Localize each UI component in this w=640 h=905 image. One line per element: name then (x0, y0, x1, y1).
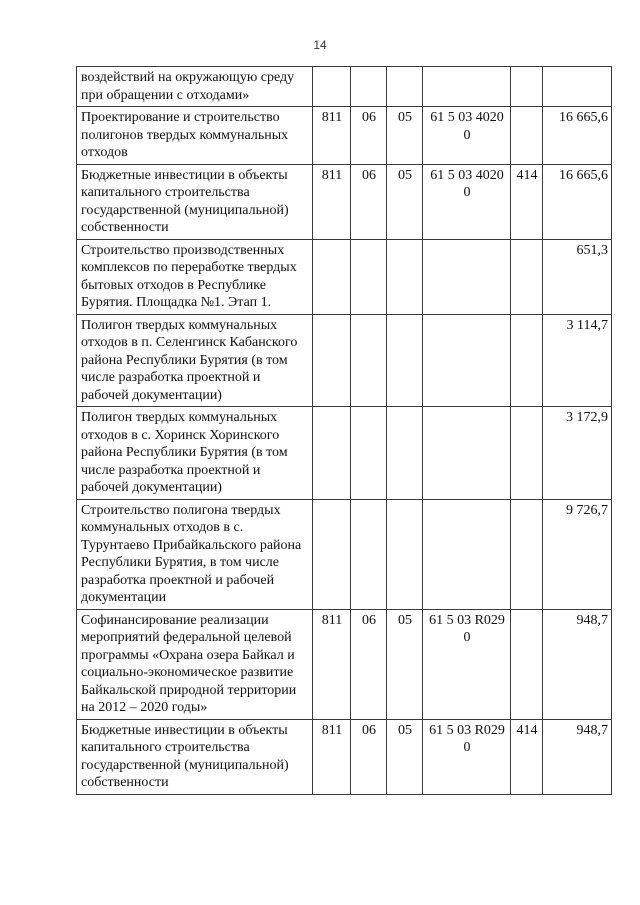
grbs-code-cell: 811 (313, 609, 351, 719)
expense-name-cell: Полигон твердых коммунальных отходов в с. Хоринск Хоринского района Республики Бурятия (в том числе разработка проектной и рабочей документации) (77, 407, 313, 500)
expense-type-cell (511, 499, 543, 609)
expense-type-cell (511, 239, 543, 314)
subsection-code-cell (387, 499, 423, 609)
subsection-code-cell: 05 (387, 164, 423, 239)
subsection-code-cell (387, 239, 423, 314)
expense-name-cell: воздействий на окружающую среду при обращении с отходами» (77, 67, 313, 107)
expense-type-cell (511, 609, 543, 719)
subsection-code-cell (387, 67, 423, 107)
expense-name-cell: Софинансирование реализации мероприятий федеральной целевой программы «Охрана озера Байкал и социально-экономическое развитие Байкальской природной территории на 2012 – 2020 годы» (77, 609, 313, 719)
grbs-code-cell: 811 (313, 107, 351, 165)
section-code-cell (351, 314, 387, 407)
expense-name-cell: Строительство полигона твердых коммунальных отходов в с. Турунтаево Прибайкальского района Республики Бурятия, в том числе разработка проектной и рабочей документации (77, 499, 313, 609)
table-row (77, 164, 612, 239)
table-row (77, 239, 612, 314)
table-row (77, 609, 612, 719)
subsection-code-cell (387, 314, 423, 407)
amount-cell: 948,7 (543, 719, 612, 794)
expense-name-cell: Бюджетные инвестиции в объекты капитального строительства государственной (муниципальной) собственности (77, 164, 313, 239)
section-code-cell: 06 (351, 164, 387, 239)
expense-name-cell: Строительство производственных комплексов по переработке твердых бытовых отходов в Республике Бурятия. Площадка №1. Этап 1. (77, 239, 313, 314)
expense-name-cell: Полигон твердых коммунальных отходов в п. Селенгинск Кабанского района Республики Бурятия (в том числе разработка проектной и рабочей документации) (77, 314, 313, 407)
section-code-cell (351, 407, 387, 500)
table-row (77, 407, 612, 500)
subsection-code-cell: 05 (387, 609, 423, 719)
expense-name-cell: Проектирование и строительство полигонов твердых коммунальных отходов (77, 107, 313, 165)
expense-type-cell (511, 67, 543, 107)
grbs-code-cell (313, 407, 351, 500)
budget-table (76, 66, 612, 795)
target-article-cell (423, 67, 511, 107)
grbs-code-cell (313, 239, 351, 314)
table-row (77, 107, 612, 165)
target-article-cell: 61 5 03 40200 (423, 164, 511, 239)
target-article-cell: 61 5 03 R0290 (423, 719, 511, 794)
expense-type-cell (511, 107, 543, 165)
section-code-cell: 06 (351, 107, 387, 165)
expense-type-cell (511, 407, 543, 500)
amount-cell: 3 114,7 (543, 314, 612, 407)
amount-cell: 16 665,6 (543, 107, 612, 165)
amount-cell: 16 665,6 (543, 164, 612, 239)
target-article-cell (423, 239, 511, 314)
table-row (77, 67, 612, 107)
subsection-code-cell (387, 407, 423, 500)
expense-type-cell: 414 (511, 719, 543, 794)
table-row (77, 719, 612, 794)
target-article-cell: 61 5 03 40200 (423, 107, 511, 165)
target-article-cell (423, 407, 511, 500)
page-number: 14 (313, 38, 327, 52)
amount-cell: 651,3 (543, 239, 612, 314)
target-article-cell (423, 499, 511, 609)
grbs-code-cell (313, 67, 351, 107)
section-code-cell (351, 499, 387, 609)
table-row (77, 499, 612, 609)
section-code-cell: 06 (351, 719, 387, 794)
section-code-cell: 06 (351, 609, 387, 719)
section-code-cell (351, 67, 387, 107)
amount-cell: 9 726,7 (543, 499, 612, 609)
target-article-cell (423, 314, 511, 407)
table-row (77, 314, 612, 407)
grbs-code-cell (313, 314, 351, 407)
target-article-cell: 61 5 03 R0290 (423, 609, 511, 719)
amount-cell (543, 67, 612, 107)
section-code-cell (351, 239, 387, 314)
grbs-code-cell: 811 (313, 164, 351, 239)
budget-table-body (77, 67, 612, 795)
expense-type-cell (511, 314, 543, 407)
grbs-code-cell (313, 499, 351, 609)
subsection-code-cell: 05 (387, 719, 423, 794)
grbs-code-cell: 811 (313, 719, 351, 794)
expense-type-cell: 414 (511, 164, 543, 239)
amount-cell: 948,7 (543, 609, 612, 719)
amount-cell: 3 172,9 (543, 407, 612, 500)
expense-name-cell: Бюджетные инвестиции в объекты капитального строительства государственной (муниципальной) собственности (77, 719, 313, 794)
subsection-code-cell: 05 (387, 107, 423, 165)
